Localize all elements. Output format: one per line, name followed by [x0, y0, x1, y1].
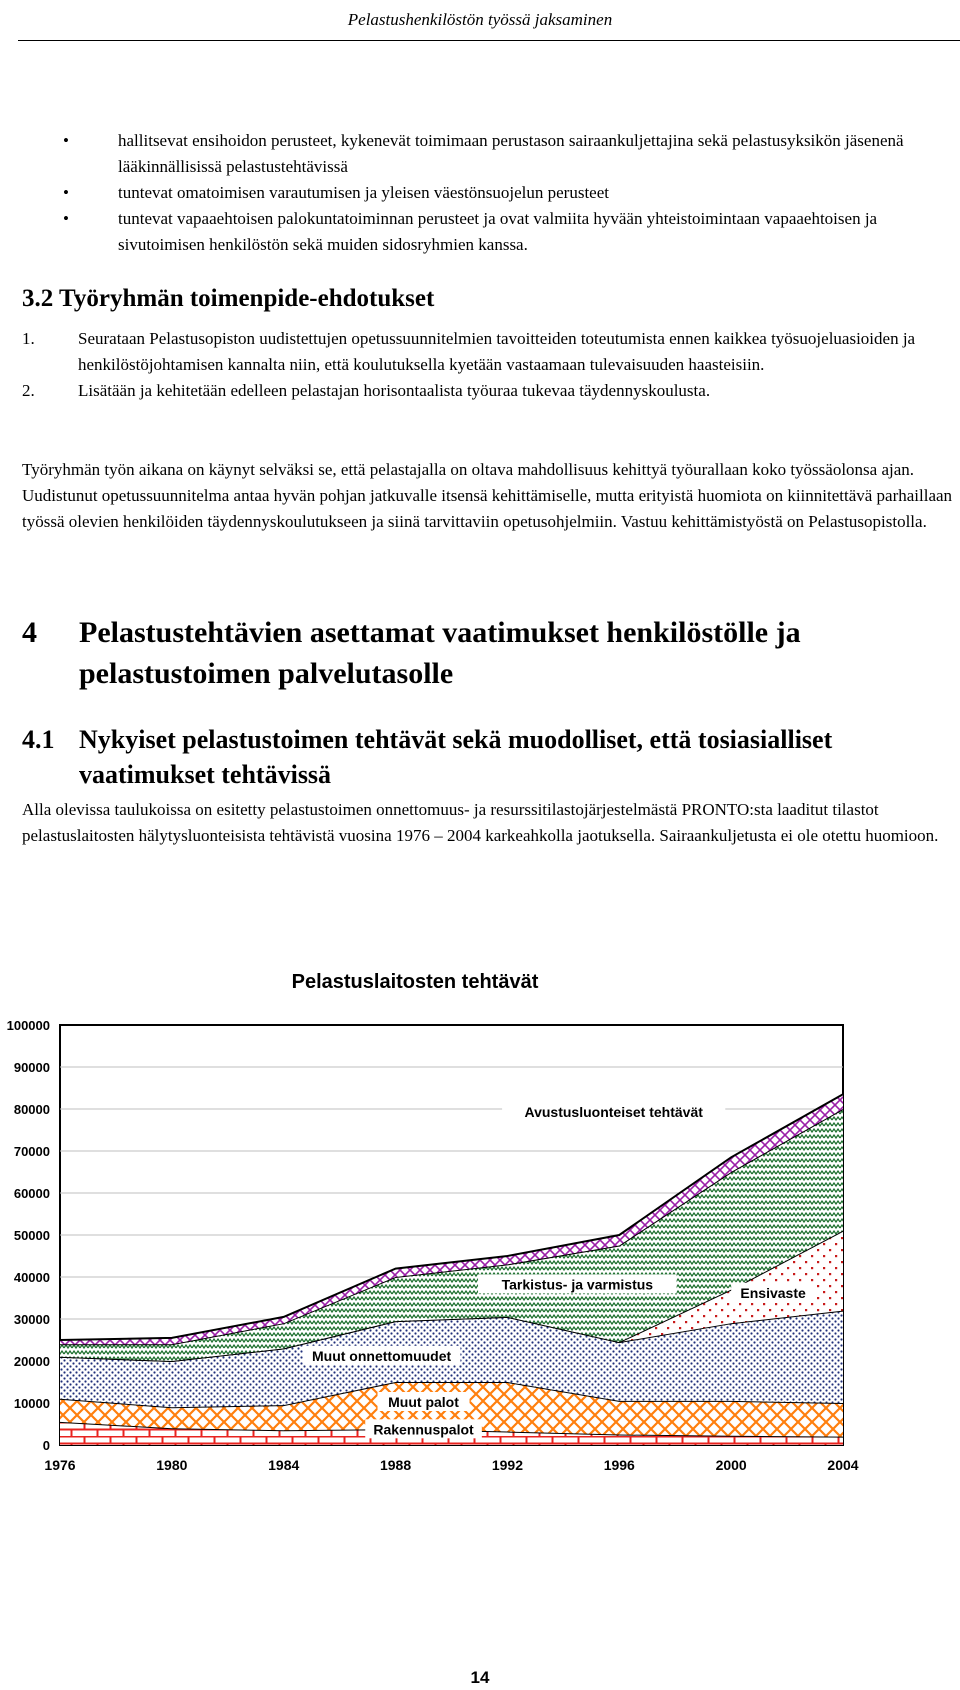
bullet-icon: •	[63, 183, 69, 202]
item-number: 1.	[22, 329, 35, 348]
series-label: Muut palot	[388, 1394, 459, 1410]
series-label: Ensivaste	[740, 1284, 806, 1301]
x-tick-label: 1976	[44, 1457, 76, 1473]
numbered-item	[22, 378, 960, 404]
bullet-text: tuntevat vapaaehtoisen palokuntatoiminnan perusteet ja ovat valmiita hyvään yhteistoimintaan vapaaehtoisen ja sivutoimisen henkilöstön sekä muiden sidosryhmien kanssa.	[118, 209, 878, 254]
series-label: Muut onnettomuudet	[311, 1347, 452, 1364]
y-axis	[7, 1018, 50, 1453]
y-tick-label: 20000	[13, 1354, 50, 1369]
bullet-item	[60, 206, 960, 258]
series-label: Tarkistus- ja varmistus	[501, 1276, 654, 1293]
chart-svg	[0, 960, 960, 1500]
x-tick-label: 1992	[491, 1457, 524, 1473]
x-tick-label: 2004	[827, 1457, 859, 1473]
body-paragraph: Työryhmän työn aikana on käynyt selväksi se, että pelastajalla on oltava mahdollisuus kehittyä työurallaan koko työssäolonsa ajan. Uudistunut opetussuunnitelma antaa hyvän pohjan jatkuvalle itsensä kehittämiselle, mutta erityistä huomiota on kiinnitettävä parhaillaan työssä olevien henkilöiden täydennyskoulutukseen ja siinä tarvittaviin opetusohjelmiin. Vastuu kehittämistyöstä on Pelastusopistolla.	[22, 460, 953, 531]
bullet-item	[60, 128, 960, 180]
x-tick-label: 1988	[379, 1457, 412, 1473]
bullet-item	[60, 180, 960, 206]
header-rule	[18, 40, 960, 41]
section-number: 4.1	[22, 725, 55, 754]
x-tick-label: 1996	[603, 1457, 635, 1473]
series-label: Avustusluonteiset tehtävät	[524, 1104, 703, 1121]
chart-title: Pelastuslaitosten tehtävät	[291, 971, 539, 993]
item-number: 2.	[22, 381, 35, 400]
bullet-icon: •	[63, 131, 69, 150]
series-label: Rakennuspalot	[373, 1421, 474, 1438]
item-text: Lisätään ja kehitetään edelleen pelastajan horisontaalista työuraa tukevaa täydennyskoulusta.	[78, 381, 711, 400]
x-tick-label: 1980	[156, 1457, 188, 1473]
numbered-item	[22, 326, 960, 378]
page-number: 14	[470, 1668, 490, 1687]
bullet-icon: •	[63, 209, 69, 228]
numbered-list	[22, 326, 960, 404]
y-tick-label: 10000	[13, 1396, 50, 1411]
y-tick-label: 0	[42, 1438, 50, 1453]
bullet-text: hallitsevat ensihoidon perusteet, kykenevät toimimaan perustason sairaankuljettajina sekä pelastusyksikön jäsenenä lääkinnällisissä pelastustehtävissä	[118, 131, 904, 176]
y-tick-label: 70000	[13, 1144, 50, 1159]
x-axis	[44, 1457, 858, 1473]
item-text: Seurataan Pelastusopiston uudistettujen opetussuunnitelmien tavoitteiden toteutumista ennen kaikkea työsuojeluasioiden ja henkilöstöjohtamisen kannalta niin, että koulutuksella kyetään vastaamaan tulevaisuuden haasteisiin.	[78, 329, 916, 374]
chapter-number: 4	[22, 616, 37, 649]
section-heading-3-2: 3.2 Työryhmän toimenpide-ehdotukset	[22, 285, 435, 312]
body-paragraph-2: Alla olevissa taulukoissa on esitetty pelastustoimen onnettomuus- ja resurssitilastojärjestelmästä PRONTO:sta laaditut tilastot pelastuslaitosten hälytysluonteisista tehtävistä vuosina 1976 – 2004 karkeahkolla jaotuksella. Sairaankuljetusta ei ole otettu huomioon.	[22, 800, 939, 845]
y-tick-label: 40000	[13, 1270, 50, 1285]
y-tick-label: 30000	[13, 1312, 50, 1327]
bullet-list	[60, 128, 960, 258]
y-tick-label: 50000	[13, 1228, 50, 1243]
section-title: Nykyiset pelastustoimen tehtävät sekä muodolliset, että tosiasialliset vaatimukset tehtävissä	[79, 725, 833, 789]
y-tick-label: 60000	[13, 1186, 50, 1201]
chapter-title: Pelastustehtävien asettamat vaatimukset henkilöstölle ja pelastustoimen palvelutasolle	[79, 616, 801, 690]
bullet-text: tuntevat omatoimisen varautumisen ja yleisen väestönsuojelun perusteet	[118, 183, 609, 202]
stacked-area-chart	[0, 960, 960, 1500]
x-tick-label: 1984	[268, 1457, 300, 1473]
x-tick-label: 2000	[715, 1457, 747, 1473]
y-tick-label: 80000	[13, 1102, 50, 1117]
chapter-heading-4	[22, 612, 960, 694]
section-heading-4-1	[22, 722, 960, 792]
running-header: Pelastushenkilöstön työssä jaksaminen	[347, 10, 613, 29]
y-tick-label: 90000	[13, 1060, 50, 1075]
y-tick-label: 100000	[6, 1018, 50, 1033]
